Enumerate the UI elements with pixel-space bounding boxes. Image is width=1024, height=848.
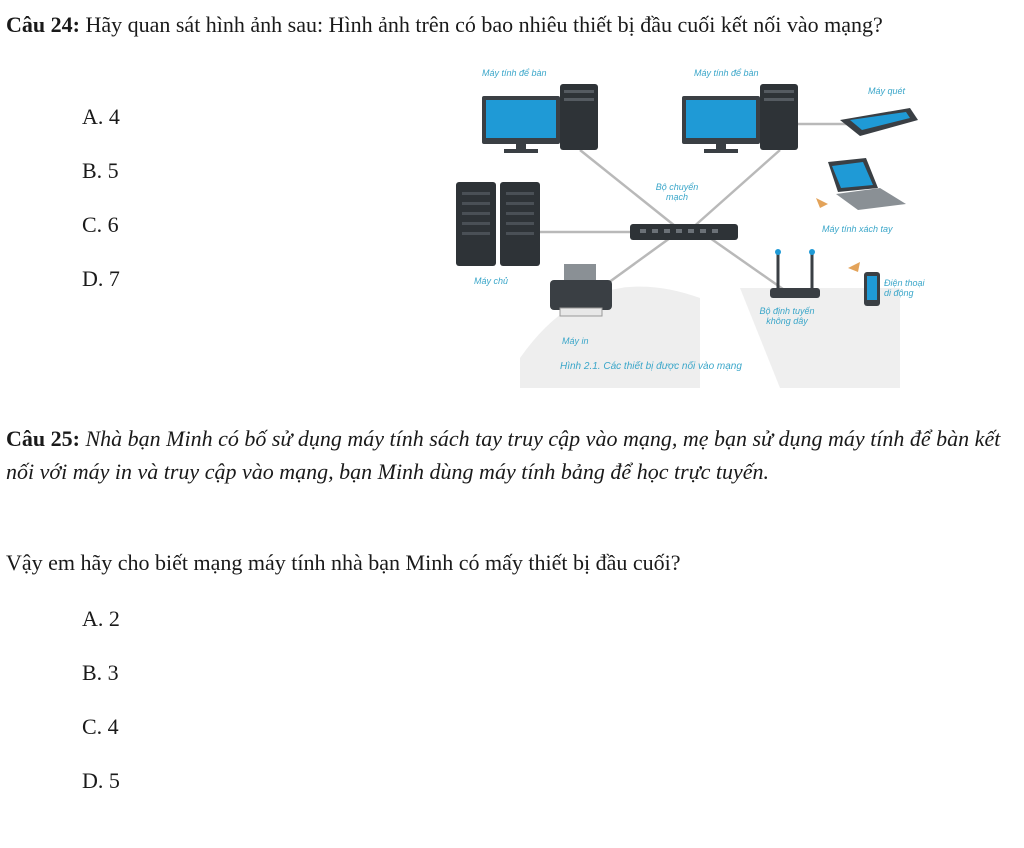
desktop-computer-1-icon [482, 84, 598, 153]
q25-option-a[interactable]: A. 2 [82, 606, 120, 631]
network-diagram [440, 58, 920, 388]
server-icon [456, 182, 540, 266]
scanner-icon [840, 108, 918, 136]
label-router: Bộ định tuyến không dây [759, 306, 815, 326]
question-25-body: Nhà bạn Minh có bố sử dụng máy tính sách tay truy cập vào mạng, mẹ bạn sử dụng máy tính để bàn kết nối với máy in và truy cập vào mạng, bạn Minh dùng máy tính bảng để học trực tuyến. [6, 426, 1001, 484]
question-24-label: Câu 24: [6, 12, 80, 37]
network-figure [440, 58, 925, 388]
label-desktop-1: Máy tính để bàn [482, 68, 547, 78]
question-24-body: Hãy quan sát hình ảnh sau: Hình ảnh trên có bao nhiêu thiết bị đầu cuối kết nối vào mạng? [79, 12, 883, 37]
network-switch-icon [630, 224, 738, 240]
q25-option-d[interactable]: D. 5 [82, 768, 120, 793]
label-phone: Điện thoại di động [884, 278, 925, 298]
wireless-router-icon [770, 249, 820, 298]
label-desktop-2: Máy tính để bàn [694, 68, 759, 78]
q25-option-b[interactable]: B. 3 [82, 660, 119, 685]
q24-option-c[interactable]: C. 6 [82, 212, 119, 237]
label-scanner: Máy quét [868, 86, 906, 96]
q25-option-c[interactable]: C. 4 [82, 714, 119, 739]
desktop-computer-2-icon [682, 84, 798, 153]
question-24-text [6, 8, 1018, 41]
question-25-label: Câu 25: [6, 426, 80, 451]
figure-caption: Hình 2.1. Các thiết bị được nối vào mạng [560, 361, 742, 372]
question-25-text [6, 422, 1016, 488]
q24-option-a[interactable]: A. 4 [82, 104, 120, 129]
q24-option-d[interactable]: D. 7 [82, 266, 120, 291]
printer-icon [550, 264, 612, 316]
label-server: Máy chủ [474, 276, 509, 286]
q24-option-b[interactable]: B. 5 [82, 158, 119, 183]
label-laptop: Máy tính xách tay [822, 224, 893, 234]
question-25-prompt: Vậy em hãy cho biết mạng máy tính nhà bạn Minh có mấy thiết bị đầu cuối? [6, 550, 681, 575]
laptop-icon [816, 158, 906, 210]
label-printer: Máy in [562, 336, 589, 346]
label-switch: Bộ chuyển mạch [655, 182, 699, 202]
